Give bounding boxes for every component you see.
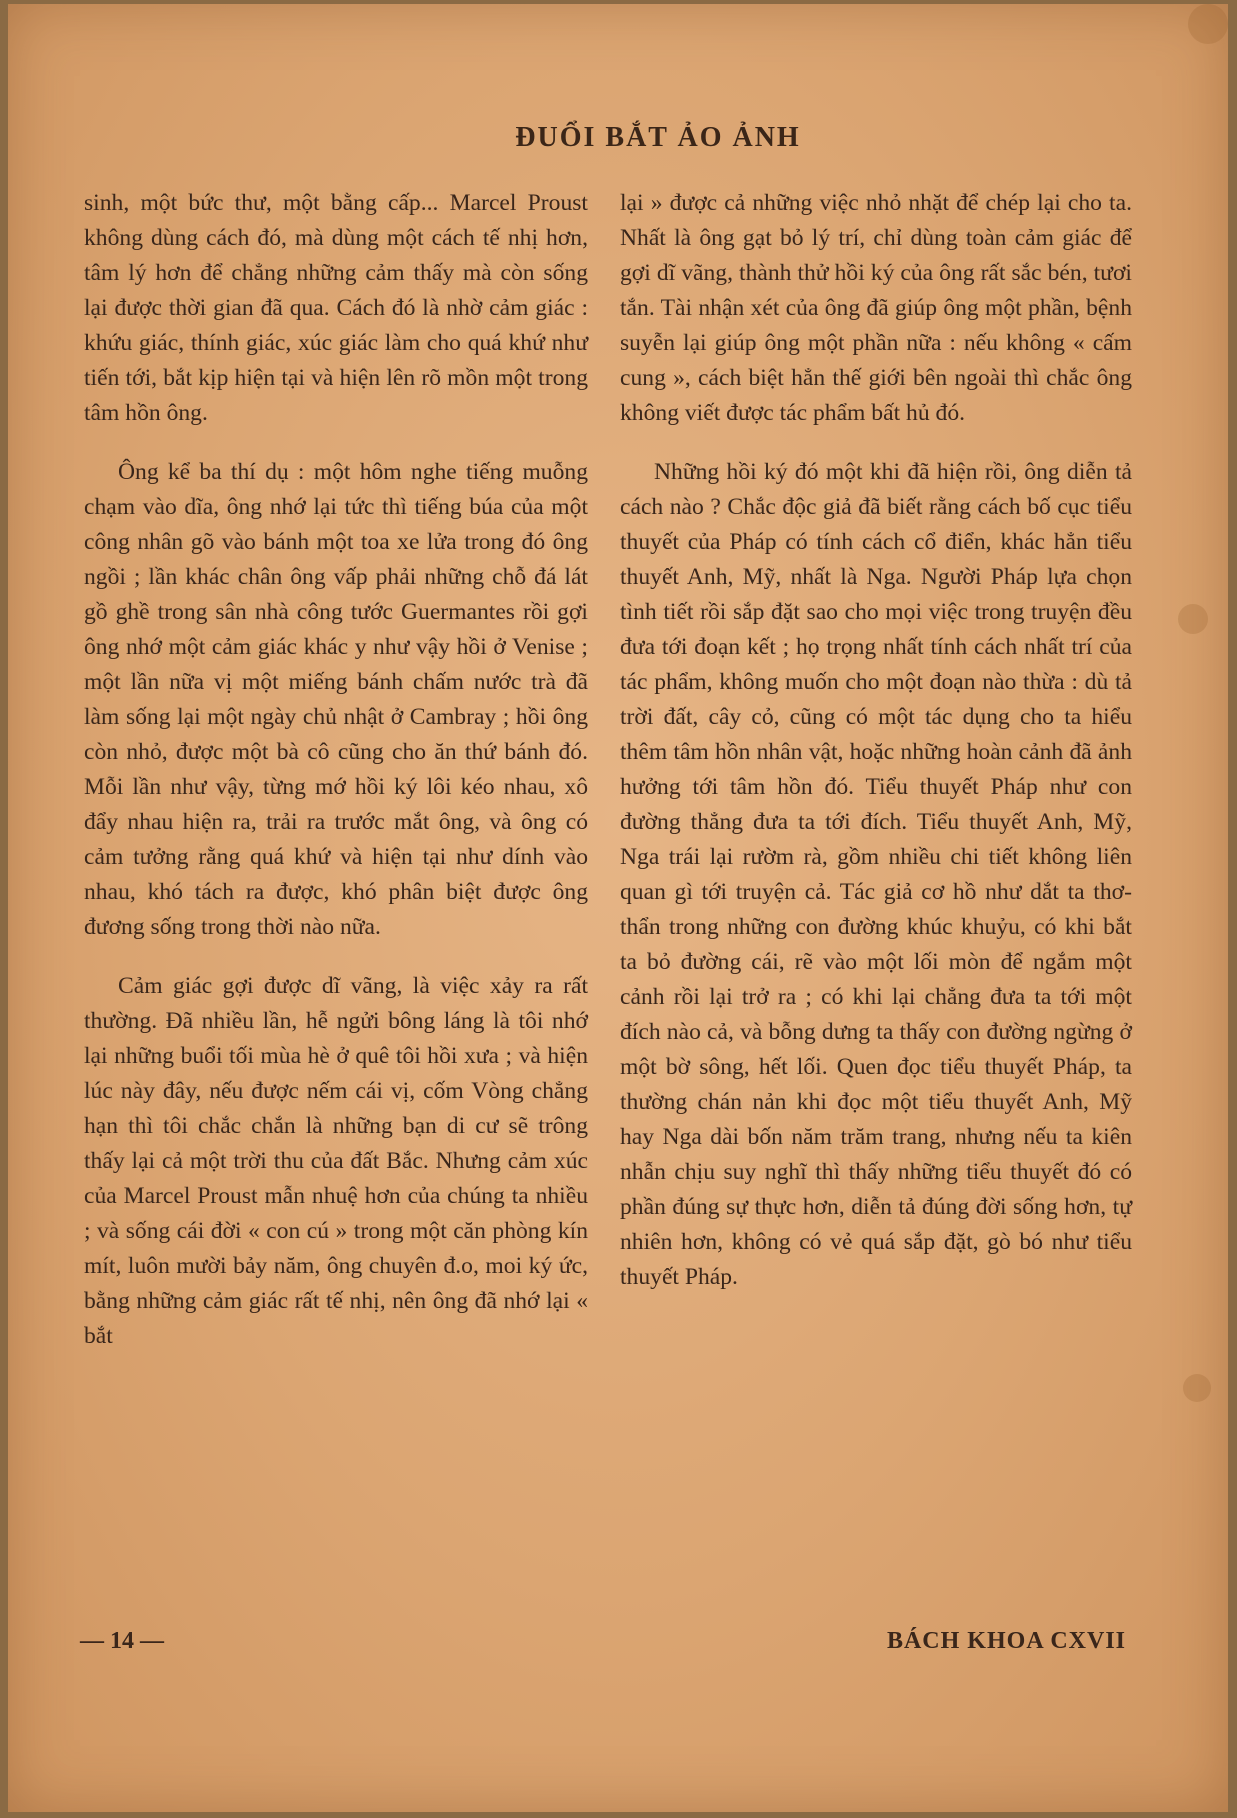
paragraph: Ông kể ba thí dụ : một hôm nghe tiếng muỗng chạm vào dĩa, ông nhớ lại tức thì tiếng búa của một công nhân gõ vào bánh một toa xe lửa trong đó ông ngồi ; lần khác chân ông vấp phải những chỗ đá lát gồ ghề trong sân nhà công tước Guermantes rồi gợi ông nhớ một cảm giác khác y như vậy hồi ở Venise ; một lần nữa vị một miếng bánh chấm nước trà đã làm sống lại một ngày chủ nhật ở Cambray ; hồi ông còn nhỏ, được một bà cô cũng cho ăn thứ bánh đó. Mỗi lần như vậy, từng mớ hồi ký lôi kéo nhau, xô đẩy nhau hiện ra, trải ra trước mắt ông, và ông có cảm tưởng rằng quá khứ và hiện tại như dính vào nhau, khó tách ra được, khó phân biệt được ông đương sống trong thời nào nữa. — [84, 459, 588, 940]
page-number: — 14 — — [80, 1628, 164, 1654]
left-column — [84, 186, 588, 1354]
right-column — [620, 186, 1132, 1295]
paper-stain — [1178, 604, 1208, 634]
paper-stain — [1188, 4, 1228, 44]
running-title: ĐUỔI BẮT ẢO ẢNH — [515, 122, 801, 153]
paper-stain — [1183, 1374, 1211, 1402]
book-page — [8, 4, 1228, 1812]
paragraph: sinh, một bức thư, một bằng cấp... Marcel Proust không dùng cách đó, mà dùng một cách tế nhị hơn, tâm lý hơn để chẳng những cảm thấy mà còn sống lại được thời gian đã qua. Cách đó là nhờ cảm giác : khứu giác, thính giác, xúc giác làm cho quá khứ như tiến tới, bắt kịp hiện tại và hiện lên rõ mồn một trong tâm hồn ông. — [84, 190, 588, 426]
paragraph: Những hồi ký đó một khi đã hiện rồi, ông diễn tả cách nào ? Chắc độc giả đã biết rằng cách bố cục tiểu thuyết của Pháp có tính cách cổ điển, khác hẳn tiểu thuyết Anh, Mỹ, nhất là Nga. Người Pháp lựa chọn tình tiết rồi sắp đặt sao cho mọi việc trong truyện đều đưa tới đoạn kết ; họ trọng nhất tính cách nhất trí của tác phẩm, không muốn cho một đoạn nào thừa : dù tả trời đất, cây cỏ, cũng có một tác dụng cho ta hiểu thêm tâm hồn nhân vật, hoặc những hoàn cảnh đã ảnh hưởng tới tâm hồn đó. Tiểu thuyết Pháp như con đường thẳng đưa ta tới đích. Tiểu thuyết Anh, Mỹ, Nga trái lại rườm rà, gồm nhiều chi tiết không liên quan gì tới truyện cả. Tác giả cơ hồ như dắt ta thơ-thẩn trong những con đường khúc khuỷu, có khi bắt ta bỏ đường cái, rẽ vào một lối mòn để ngắm một cảnh rồi lại trở ra ; có khi lại chẳng đưa ta tới một đích nào cả, và bỗng dưng ta thấy con đường ngừng ở một bờ sông, hết lối. Quen đọc tiểu thuyết Pháp, ta thường chán nản khi đọc một tiểu thuyết Anh, Mỹ hay Nga dài bốn năm trăm trang, nhưng nếu ta kiên nhẫn chịu suy nghĩ thì thấy những tiểu thuyết đó có phần đúng sự thực hơn, diễn tả đúng đời sống hơn, tự nhiên hơn, không có vẻ quá sắp đặt, gò bó như tiểu thuyết Pháp. — [620, 459, 1132, 1290]
publication-name: BÁCH KHOA CXVII — [886, 1628, 1126, 1654]
paragraph: lại » được cả những việc nhỏ nhặt để chép lại cho ta. Nhất là ông gạt bỏ lý trí, chỉ dùng toàn cảm giác để gợi dĩ vãng, thành thử hồi ký của ông rất sắc bén, tươi tắn. Tài nhận xét của ông đã giúp ông một phần, bệnh suyễn lại giúp ông một phần nữa : nếu không « cấm cung », cách biệt hẳn thế giới bên ngoài thì chắc ông không viết được tác phẩm bất hủ đó. — [620, 190, 1132, 426]
paragraph: Cảm giác gợi được dĩ vãng, là việc xảy ra rất thường. Đã nhiều lần, hễ ngửi bông láng là tôi nhớ lại những buổi tối mùa hè ở quê tôi hồi xưa ; và hiện lúc này đây, nếu được nếm cái vị, cốm Vòng chẳng hạn thì tôi chắc chắn là những bạn di cư sẽ trông thấy lại cả một trời thu của đất Bắc. Nhưng cảm xúc của Marcel Proust mẫn nhuệ hơn của chúng ta nhiều ; và sống cái đời « con cú » trong một căn phòng kín mít, luôn mười bảy năm, ông chuyên đ.o, moi ký ức, bằng những cảm giác rất tế nhị, nên ông đã nhớ lại « bắt — [84, 973, 588, 1349]
